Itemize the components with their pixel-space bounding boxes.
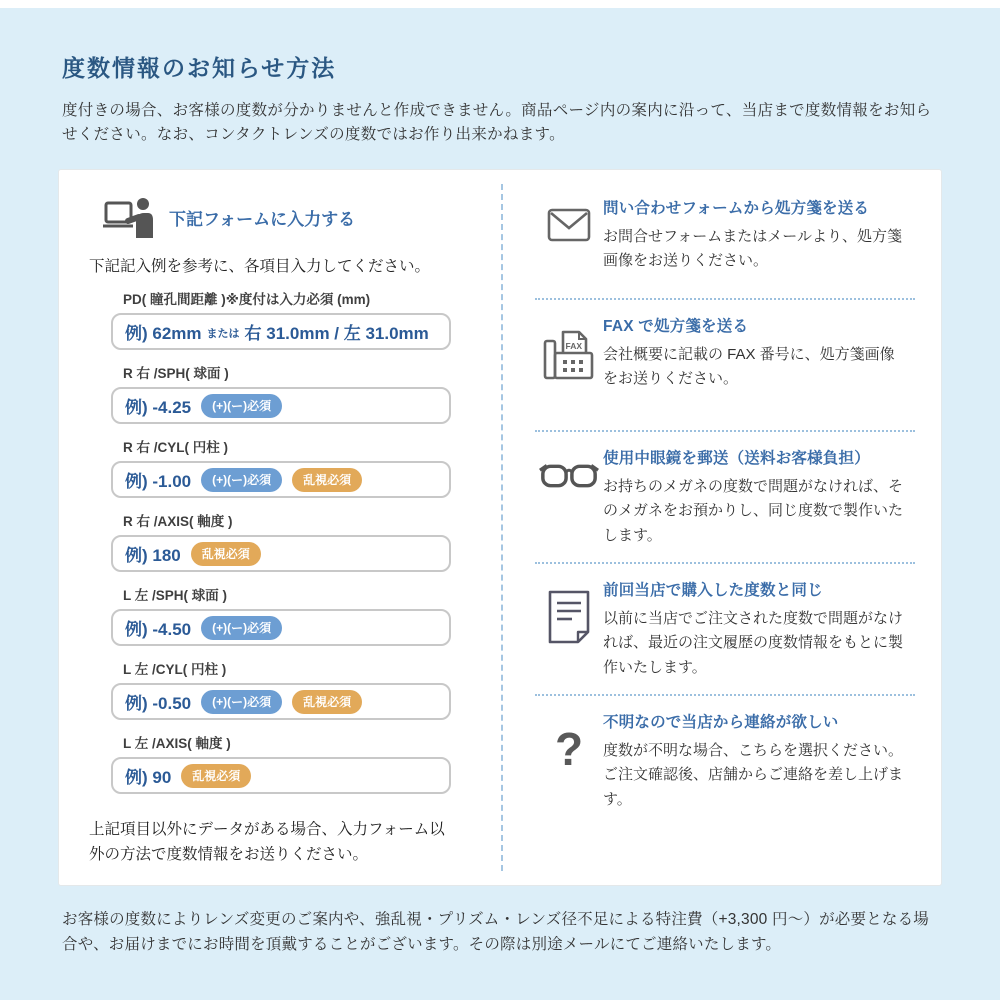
example-value: 例) -4.50 <box>125 620 192 640</box>
example-value: 例) -4.25 <box>125 398 192 418</box>
method-title: 不明なので当店から連絡が欲しい <box>603 714 839 732</box>
glasses-icon <box>535 446 603 494</box>
example-value: 例) 180 <box>125 546 181 566</box>
method-title: 使用中眼鏡を郵送（送料お客様負担） <box>603 450 870 468</box>
astigmatism-required-badge: 乱視必須 <box>292 690 362 714</box>
field-box-pd <box>111 313 451 350</box>
method-body: お問合せフォームまたはメールより、処方箋画像をお送りください。 <box>603 228 902 270</box>
method-title: 前回当店で購入した度数と同じ <box>603 582 823 600</box>
field-label-pd: PD( 瞳孔間距離 )※度付は入力必須 (mm) <box>123 292 371 308</box>
form-field-l-axis <box>111 732 451 794</box>
method-fax <box>535 302 917 428</box>
method-title: FAX で処方箋を送る <box>603 318 749 336</box>
plus-minus-required-badge: (+)(ー)必須 <box>201 690 282 714</box>
field-label-l-sph: L 左 /SPH( 球面 ) <box>123 588 228 604</box>
example-value: 例) 90 <box>125 768 172 788</box>
field-label-r-axis: R 右 /AXIS( 軸度 ) <box>123 514 233 530</box>
intro-text: 度付きの場合、お客様の度数が分かりませんと作成できません。商品ページ内の案内に沿って、当店まで度数情報をお知らせください。なお、コンタクトレンズの度数ではお作り出来かねます。 <box>62 102 932 144</box>
footer-text: お客様の度数によりレンズ変更のご案内や、強乱視・プリズム・レンズ径不足による特注費（+3,300 円〜）が必要となる場合や、お届けまでにお時間を頂戴することがございます。その際は別途メールにてご連絡いたします。 <box>62 911 930 953</box>
form-field-pd <box>111 288 451 350</box>
section-divider <box>535 562 915 564</box>
form-column <box>59 170 501 885</box>
method-previous-order <box>535 566 917 692</box>
example-value: 例) 62mm <box>125 324 202 344</box>
section-divider <box>535 430 915 432</box>
field-box-l-axis <box>111 757 451 794</box>
form-field-l-sph <box>111 584 451 646</box>
page-background <box>0 8 1000 1000</box>
method-body: 度数が不明な場合、こちらを選択ください。ご注文確認後、店舗からご連絡を差し上げます。 <box>603 742 904 808</box>
method-body: 以前に当店でご注文された度数で問題がなければ、最近の注文履歴の度数情報をもとに製作いたします。 <box>603 610 904 676</box>
method-title: 問い合わせフォームから処方箋を送る <box>603 200 870 218</box>
field-box-l-sph <box>111 609 451 646</box>
example-value: 例) -1.00 <box>125 472 192 492</box>
document-icon <box>535 578 603 644</box>
form-field-r-sph <box>111 362 451 424</box>
astigmatism-required-badge: 乱視必須 <box>292 468 362 492</box>
example-value-2: 右 31.0mm / 左 31.0mm <box>244 324 429 344</box>
field-box-l-cyl <box>111 683 451 720</box>
envelope-icon <box>535 196 603 242</box>
form-fields <box>111 288 451 794</box>
field-label-r-cyl: R 右 /CYL( 円柱 ) <box>123 440 228 456</box>
field-box-r-cyl <box>111 461 451 498</box>
method-contact-me <box>535 698 917 824</box>
form-section-heading: 下記フォームに入力する <box>169 209 356 229</box>
field-label-l-axis: L 左 /AXIS( 軸度 ) <box>123 736 231 752</box>
question-icon: ? <box>554 723 584 776</box>
method-mail-glasses <box>535 434 917 560</box>
field-box-r-axis <box>111 535 451 572</box>
section-divider <box>535 298 915 300</box>
info-card <box>58 169 942 886</box>
section-divider <box>535 694 915 696</box>
astigmatism-required-badge: 乱視必須 <box>181 764 251 788</box>
field-label-r-sph: R 右 /SPH( 球面 ) <box>123 366 229 382</box>
form-field-r-cyl <box>111 436 451 498</box>
person-at-computer-icon <box>103 196 155 238</box>
method-body: 会社概要に記載の FAX 番号に、処方箋画像をお送りください。 <box>603 346 895 388</box>
form-instruction: 下記記入例を参考に、各項目入力してください。 <box>89 258 431 276</box>
form-field-r-axis <box>111 510 451 572</box>
example-or-text: または <box>206 327 240 340</box>
fax-icon-label: FAX <box>565 341 583 352</box>
plus-minus-required-badge: (+)(ー)必須 <box>201 394 282 418</box>
field-label-l-cyl: L 左 /CYL( 円柱 ) <box>123 662 227 678</box>
page-title: 度数情報のお知らせ方法 <box>62 55 337 81</box>
fax-icon <box>535 314 603 380</box>
example-value: 例) -0.50 <box>125 694 192 714</box>
form-column-header <box>103 196 501 238</box>
field-box-r-sph <box>111 387 451 424</box>
method-body: お持ちのメガネの度数で問題がなければ、そのメガネをお預かりし、同じ度数で製作いたします。 <box>603 478 904 544</box>
method-contact-form <box>535 188 917 296</box>
form-note: 上記項目以外にデータがある場合、入力フォーム以外の方法で度数情報をお送りください。 <box>89 821 445 863</box>
astigmatism-required-badge: 乱視必須 <box>191 542 261 566</box>
methods-column <box>503 170 941 885</box>
plus-minus-required-badge: (+)(ー)必須 <box>201 616 282 640</box>
plus-minus-required-badge: (+)(ー)必須 <box>201 468 282 492</box>
form-field-l-cyl <box>111 658 451 720</box>
